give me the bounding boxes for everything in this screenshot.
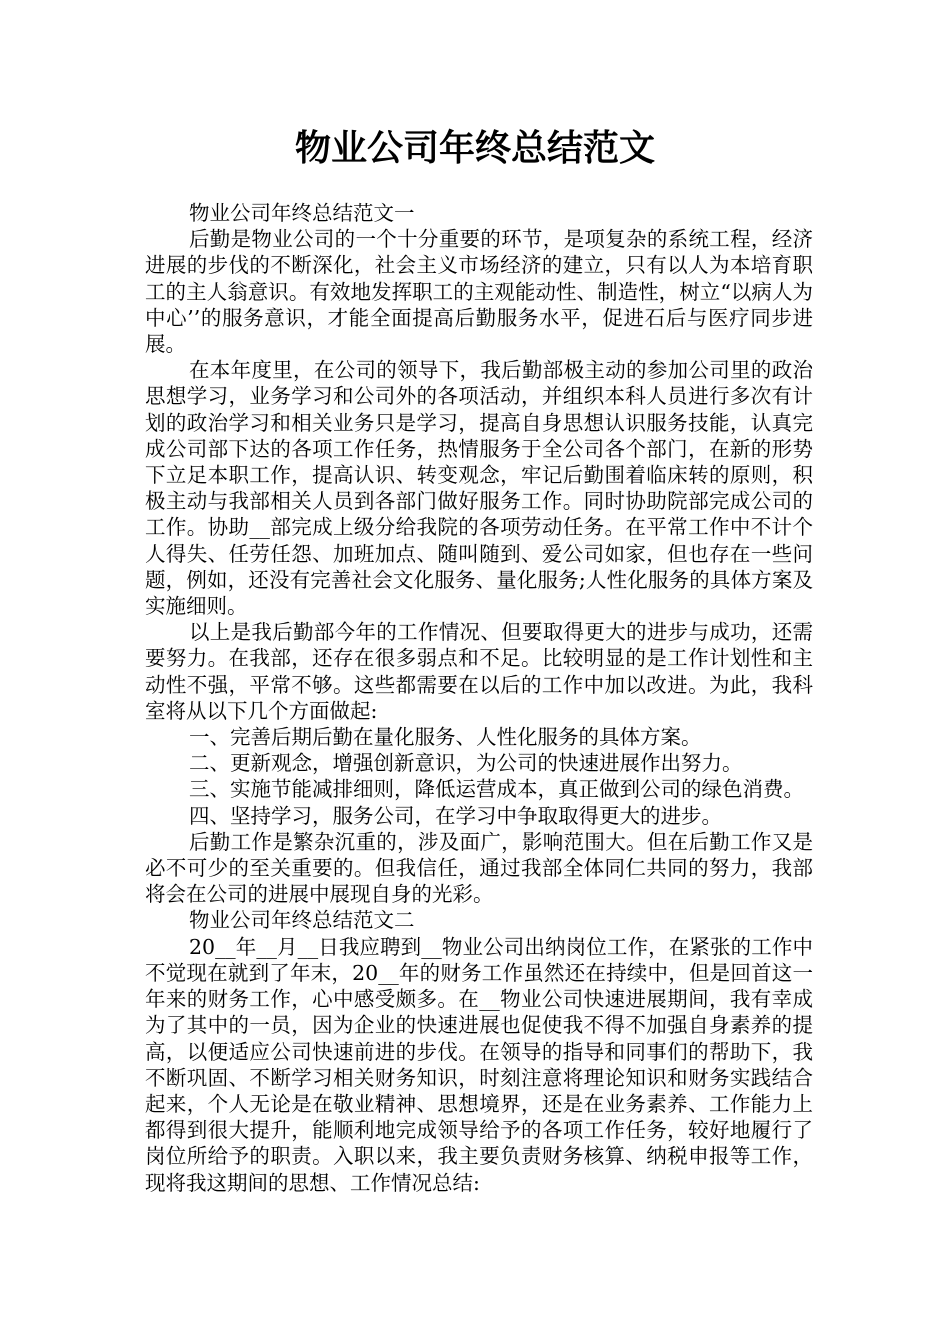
document-title: 物业公司年终总结范文 (294, 128, 655, 169)
section-heading-1: 物业公司年终总结范文一 (189, 201, 415, 225)
paragraph-intro: 后勤是物业公司的一个十分重要的环节，是项复杂的系统工程，经济进展的步伐的不断深化，社会主义市场经济的建立，只有以人为本培育职工的主人翁意识。有效地发挥职工的主观能动性、制造性，树立“以病人为中心’’的服务意识，才能全面提高后勤服务水平，促进石后与医疗同步进展。 (145, 227, 813, 357)
list-item-1: 一、完善后期后勤在量化服务、人性化服务的具体方案。 (189, 725, 702, 750)
paragraph-cashier-summary: 20__年__月__日我应聘到__物业公司出纳岗位工作，在紧张的工作中不觉现在就到了年末，20__年的财务工作虽然还在持续中，但是回首这一年来的财务工作，心中感受颇多。在__物业公司快速进展期间，我有幸成为了其中的一员，因为企业的快速进展也促使我不得不加强自身素养的提高，以便适应公司快速前进的步伐。在领导的指导和同事们的帮助下，我不断巩固、不断学习相关财务知识，时刻注意将理论知识和财务实践结合起来，个人无论是在敬业精神、思想境界，还是在业务素养、工作能力上都得到很大提升，能顺利地完成领导给予的各项工作任务，较好地履行了岗位所给予的职责。入职以来，我主要负责财务核算、纳税申报等工作，现将我这期间的思想、工作情况总结: (145, 934, 813, 1195)
paragraph-annual-work: 在本年度里，在公司的领导下，我后勤部极主动的参加公司里的政治思想学习，业务学习和公司外的各项活动，并组织本科人员进行多次有计划的政治学习和相关业务只是学习，提高自身思想认识服务技能，认真完成公司部下达的各项工作任务，热情服务于全公司各个部门，在新的形势下立足本职工作，提高认识、转变观念，牢记后勤围着临床转的原则，积极主动与我部相关人员到各部门做好服务工作。同时协助院部完成公司的工作。协助__部完成上级分给我院的各项劳动任务。在平常工作中不计个人得失、任劳任怨、加班加点、随叫随到、爱公司如家，但也存在一些问题，例如，还没有完善社会文化服务、量化服务;人性化服务的具体方案及实施细则。 (145, 358, 813, 619)
section-heading-2: 物业公司年终总结范文二 (189, 908, 415, 933)
list-item-3: 三、实施节能减排细则，降低运营成本，真正做到公司的绿色消费。 (189, 777, 804, 802)
list-item-2: 二、更新观念，增强创新意识，为公司的快速进展作出努力。 (189, 751, 743, 776)
list-item-4: 四、坚持学习，服务公司，在学习中争取取得更大的进步。 (189, 803, 722, 828)
document-body (145, 200, 813, 1196)
paragraph-improvement: 以上是我后勤部今年的工作情况、但要取得更大的进步与成功，还需要努力。在我部，还存在很多弱点和不足。比较明显的是工作计划性和主动性不强，平常不够。这些都需要在以后的工作中加以改进。为此，我科室将从以下几个方面做起: (145, 620, 813, 723)
paragraph-conclusion: 后勤工作是繁杂沉重的，涉及面广，影响范围大。但在后勤工作又是必不可少的至关重要的。但我信任，通过我部全体同仁共同的努力，我部将会在公司的进展中展现自身的光彩。 (145, 829, 813, 907)
